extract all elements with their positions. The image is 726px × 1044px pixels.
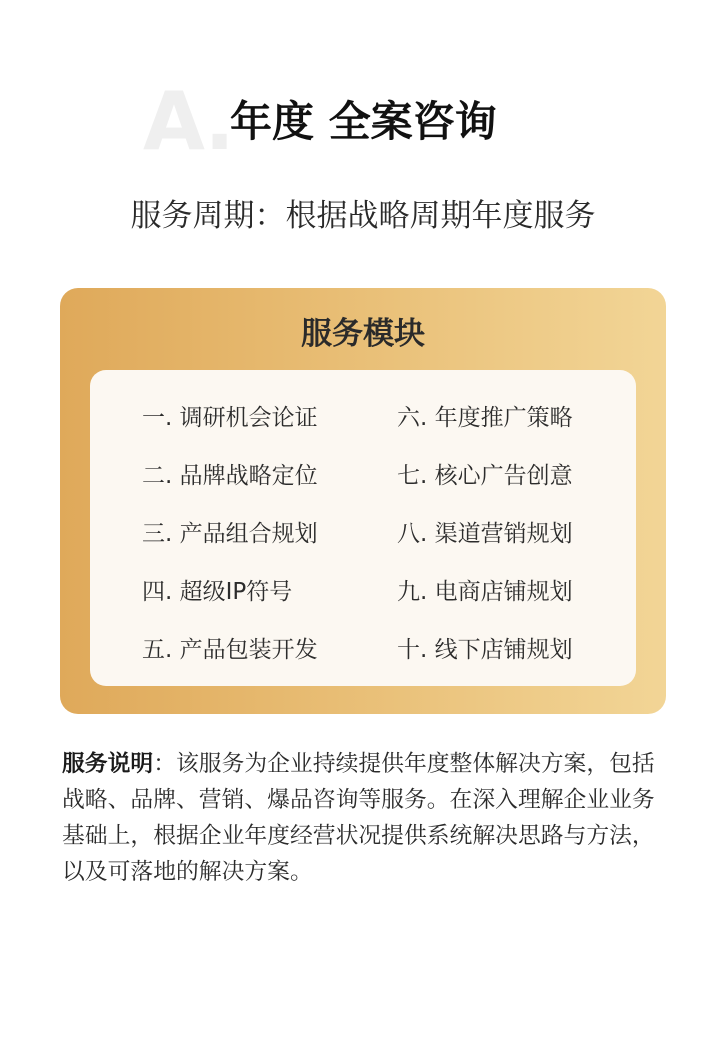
module-item: 七. 核心广告创意	[397, 463, 573, 489]
module-item: 八. 渠道营销规划	[397, 521, 573, 547]
module-item: 二. 品牌战略定位	[142, 463, 318, 489]
description-text: ：该服务为企业持续提供年度整体解决方案，包括战略、品牌、营销、爆品咨询等服务。在深入理解企业业务基础上，根据企业年度经营状况提供系统解决思路与方法，以及可落地的解决方案。	[62, 751, 655, 885]
module-item: 四. 超级IP符号	[142, 579, 293, 605]
module-item: 三. 产品组合规划	[142, 521, 318, 547]
module-item: 一. 调研机会论证	[142, 405, 318, 431]
module-item: 六. 年度推广策略	[397, 405, 573, 431]
page-title: 年度 全案咨询	[230, 97, 497, 146]
module-item: 五. 产品包装开发	[142, 637, 318, 663]
module-item: 十. 线下店铺规划	[397, 637, 573, 663]
service-module-card	[60, 288, 666, 714]
module-list-panel	[90, 370, 636, 686]
module-item: 九. 电商店铺规划	[397, 579, 573, 605]
module-title: 服务模块	[301, 316, 425, 352]
service-cycle: 服务周期：根据战略周期年度服务	[130, 198, 596, 234]
title-row	[0, 75, 726, 168]
section-letter: A.	[143, 75, 233, 168]
description-label: 服务说明	[62, 751, 154, 777]
service-description	[62, 746, 666, 890]
